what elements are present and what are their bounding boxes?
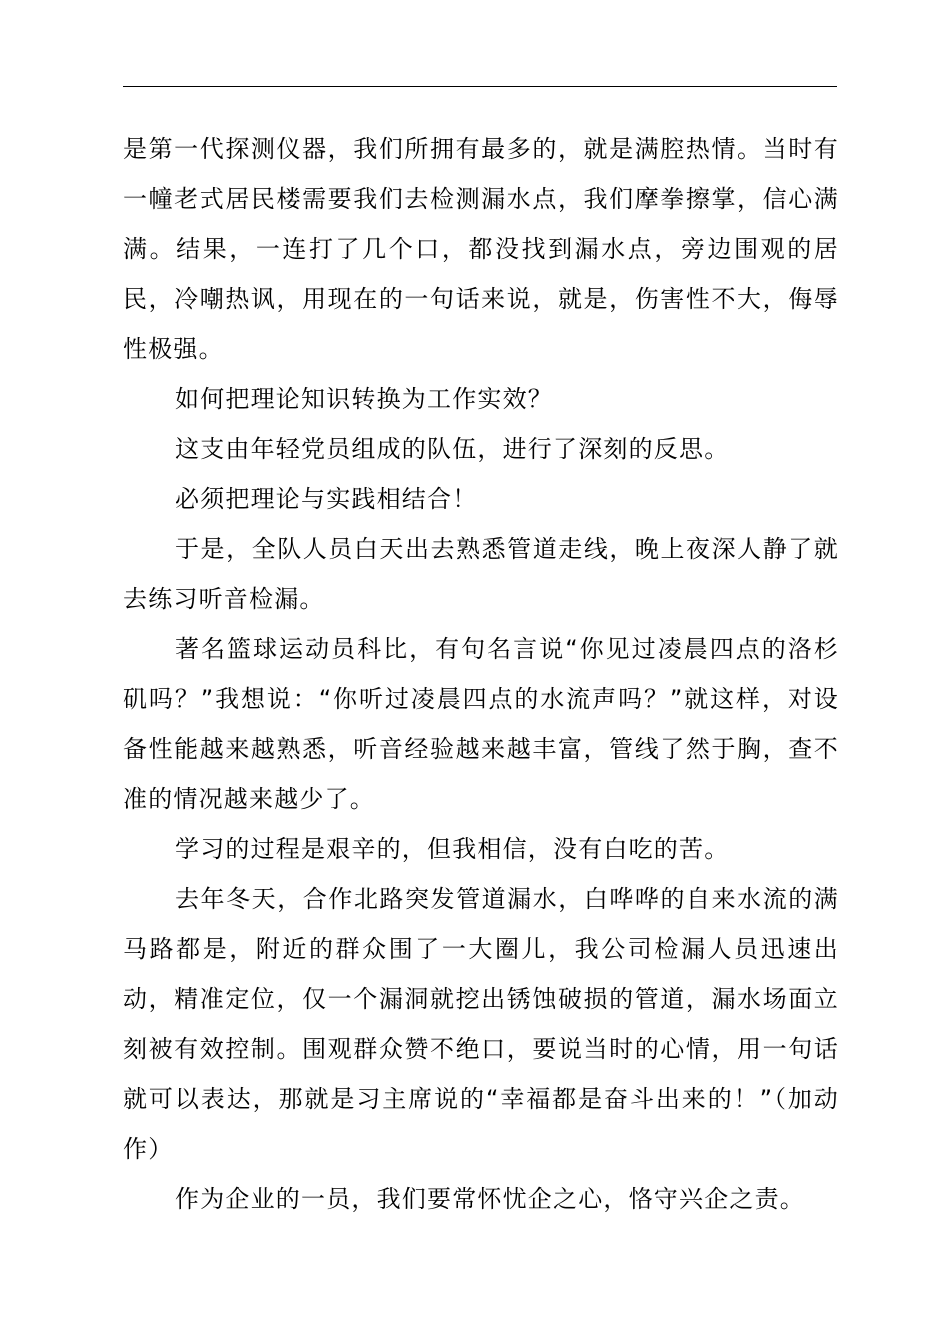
- paragraph: 这支由年轻党员组成的队伍，进行了深刻的反思。: [175, 435, 730, 463]
- paragraph: 如何把理论知识转换为工作实效？: [175, 385, 553, 413]
- paragraph: 去年冬天，合作北路突发管道漏水，白哗哗的自来水流的满马路都是，附近的群众围了一大圈儿，我公司检漏人员迅速出动，精准定位，仅一个漏洞就挖出锈蚀破损的管道，漏水场面立刻被有效控制。围观群众赞不绝口，要说当时的心情，用一句话就可以表达，那就是习主席说的“幸福都是奋斗出来的！”（加动作）: [123, 885, 839, 1163]
- header-rule: [123, 86, 837, 87]
- body-text: [123, 124, 839, 1224]
- paragraph: 学习的过程是艰辛的，但我相信，没有白吃的苦。: [175, 835, 730, 863]
- paragraph: 于是，全队人员白天出去熟悉管道走线，晚上夜深人静了就去练习听音检漏。: [123, 535, 839, 613]
- paragraph: 必须把理论与实践相结合！: [175, 485, 478, 513]
- paragraph-continuation: 是第一代探测仪器，我们所拥有最多的，就是满腔热情。当时有一幢老式居民楼需要我们去检测漏水点，我们摩拳擦掌，信心满满。结果，一连打了几个口，都没找到漏水点，旁边围观的居民，冷嘲热讽，用现在的一句话来说，就是，伤害性不大，侮辱性极强。: [123, 135, 839, 363]
- paragraph: 著名篮球运动员科比，有句名言说“你见过凌晨四点的洛杉矶吗？”我想说：“你听过凌晨四点的水流声吗？”就这样，对设备性能越来越熟悉，听音经验越来越丰富，管线了然于胸，查不准的情况越来越少了。: [123, 635, 839, 813]
- paragraph: 作为企业的一员，我们要常怀忧企之心，恪守兴企之责。: [175, 1185, 805, 1213]
